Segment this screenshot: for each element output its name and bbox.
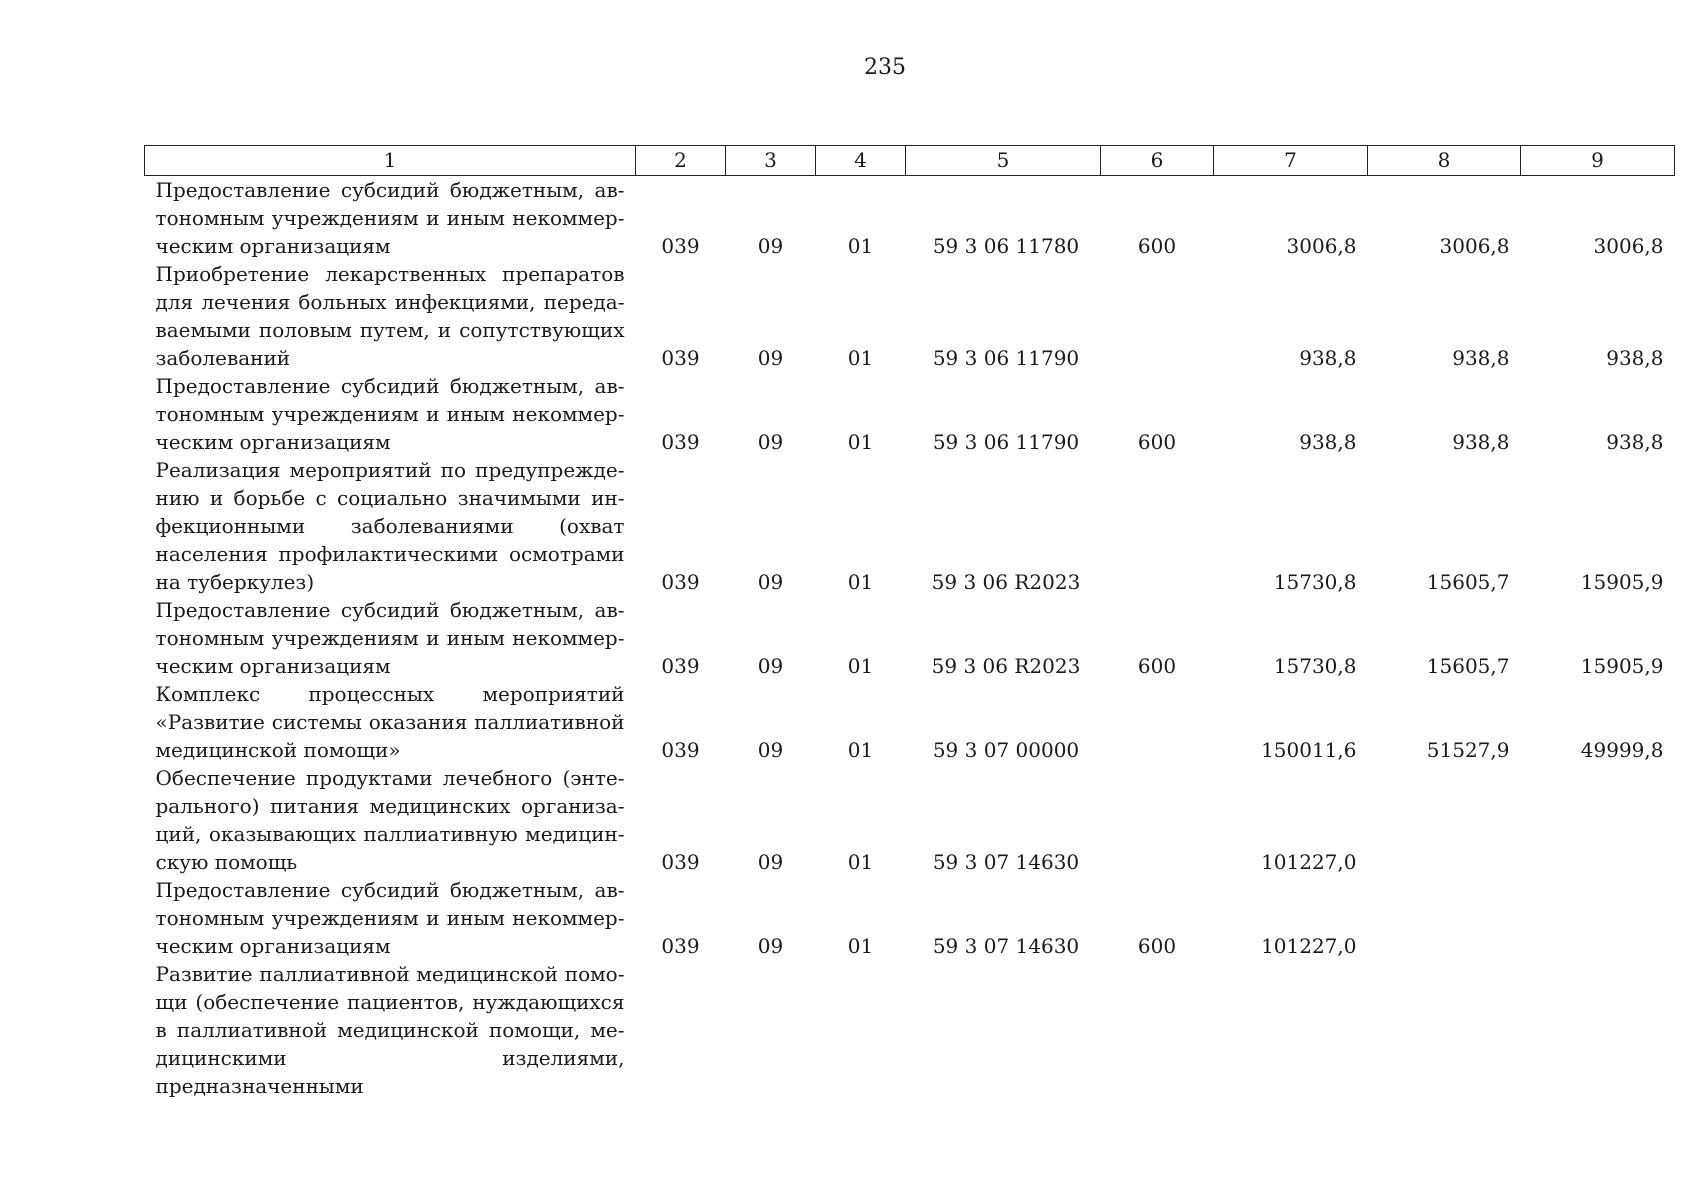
row-expense-type: 600 [1137, 654, 1177, 678]
row-subsection: 01 [847, 430, 874, 454]
row-value-9: 938,8 [1606, 346, 1664, 370]
column-header: 8 [1368, 146, 1521, 176]
row-subsection: 01 [847, 346, 874, 370]
row-ministry: 039 [661, 850, 700, 874]
row-ministry [636, 960, 726, 1100]
row-section: 09 [757, 430, 784, 454]
row-value-9 [1521, 960, 1675, 1100]
row-section: 09 [757, 850, 784, 874]
row-section: 09 [757, 934, 784, 958]
row-value-9: 3006,8 [1593, 234, 1664, 258]
table-row [145, 596, 1675, 680]
row-value-8 [1368, 764, 1521, 876]
row-value-8: 938,8 [1452, 346, 1510, 370]
row-value-7: 101227,0 [1261, 850, 1357, 874]
row-ministry: 039 [661, 934, 700, 958]
row-expense-type [1101, 456, 1214, 596]
header-row [145, 146, 1675, 176]
page-number: 235 [864, 55, 906, 80]
row-name: Развитие паллиативной медицинской помощи (обеспечение пациентов, нуждающихся в паллиативной медицинской помощи, медицинскими изделиями, предназначенными [155, 962, 625, 1098]
table-row [145, 960, 1675, 1100]
row-target-item: 59 3 06 11790 [932, 430, 1080, 454]
row-ministry: 039 [661, 654, 700, 678]
row-subsection: 01 [847, 738, 874, 762]
row-subsection: 01 [847, 570, 874, 594]
row-expense-type [1101, 960, 1214, 1100]
row-value-7: 150011,6 [1261, 738, 1357, 762]
row-value-8 [1368, 960, 1521, 1100]
row-target-item [906, 960, 1101, 1100]
row-name: Обеспечение продуктами лечебного (энтерального) питания медицинских организаций, оказывающих паллиативную медицинскую помощь [155, 766, 625, 874]
table-row [145, 764, 1675, 876]
column-header: 5 [906, 146, 1101, 176]
table-row [145, 176, 1675, 261]
budget-table [144, 145, 1675, 1100]
row-section: 09 [757, 738, 784, 762]
row-subsection: 01 [847, 654, 874, 678]
column-header: 1 [145, 146, 636, 176]
table-row [145, 876, 1675, 960]
row-name: Предоставление субсидий бюджетным, автономным учреждениям и иным некоммерческим организациям [155, 598, 625, 678]
row-value-8: 3006,8 [1439, 234, 1510, 258]
row-subsection: 01 [847, 934, 874, 958]
row-name: Приобретение лекарственных препаратов для лечения больных инфекциями, передаваемыми половым путем, и сопутствующих заболеваний [155, 262, 625, 370]
row-value-8: 15605,7 [1426, 654, 1510, 678]
row-value-9: 49999,8 [1580, 738, 1664, 762]
row-ministry: 039 [661, 570, 700, 594]
row-expense-type: 600 [1137, 430, 1177, 454]
table-row [145, 372, 1675, 456]
row-target-item: 59 3 06 11780 [932, 234, 1080, 258]
column-header: 9 [1521, 146, 1675, 176]
row-expense-type [1101, 260, 1214, 372]
row-expense-type [1101, 764, 1214, 876]
table-row [145, 260, 1675, 372]
table-row [145, 680, 1675, 764]
row-section [726, 960, 816, 1100]
row-value-7: 938,8 [1299, 346, 1357, 370]
row-ministry: 039 [661, 346, 700, 370]
row-section: 09 [757, 654, 784, 678]
row-subsection: 01 [847, 850, 874, 874]
row-section: 09 [757, 346, 784, 370]
row-expense-type: 600 [1137, 234, 1177, 258]
row-value-9 [1521, 876, 1675, 960]
column-header: 6 [1101, 146, 1214, 176]
row-value-7: 15730,8 [1273, 570, 1357, 594]
row-value-8: 938,8 [1452, 430, 1510, 454]
row-target-item: 59 3 06 R2023 [931, 570, 1081, 594]
column-header: 4 [816, 146, 906, 176]
row-value-9: 15905,9 [1580, 570, 1664, 594]
column-header: 3 [726, 146, 816, 176]
row-value-8: 15605,7 [1426, 570, 1510, 594]
row-value-7: 101227,0 [1261, 934, 1357, 958]
row-ministry: 039 [661, 430, 700, 454]
row-value-7 [1214, 960, 1368, 1100]
row-name: Реализация мероприятий по предупреждению и борьбе с социально значимыми инфекционными заболеваниями (охват населения профилактическими осмотрами на туберкулез) [155, 458, 625, 594]
row-target-item: 59 3 07 14630 [932, 850, 1080, 874]
row-subsection [816, 960, 906, 1100]
row-expense-type [1101, 680, 1214, 764]
column-header: 7 [1214, 146, 1368, 176]
row-name: Предоставление субсидий бюджетным, автономным учреждениям и иным некоммерческим организациям [155, 178, 625, 258]
row-value-9: 938,8 [1606, 430, 1664, 454]
column-header: 2 [636, 146, 726, 176]
row-expense-type: 600 [1137, 934, 1177, 958]
row-value-7: 3006,8 [1286, 234, 1357, 258]
row-section: 09 [757, 570, 784, 594]
row-value-8: 51527,9 [1426, 738, 1510, 762]
row-ministry: 039 [661, 234, 700, 258]
row-subsection: 01 [847, 234, 874, 258]
table-row [145, 456, 1675, 596]
row-target-item: 59 3 06 R2023 [931, 654, 1081, 678]
row-ministry: 039 [661, 738, 700, 762]
row-section: 09 [757, 234, 784, 258]
row-target-item: 59 3 07 00000 [932, 738, 1080, 762]
row-value-9 [1521, 764, 1675, 876]
row-name: Комплекс процессных мероприятий «Развитие системы оказания паллиативной медицинской помощи» [155, 682, 625, 762]
row-value-8 [1368, 876, 1521, 960]
row-name: Предоставление субсидий бюджетным, автономным учреждениям и иным некоммерческим организациям [155, 878, 625, 958]
row-value-9: 15905,9 [1580, 654, 1664, 678]
row-name: Предоставление субсидий бюджетным, автономным учреждениям и иным некоммерческим организациям [155, 374, 625, 454]
row-target-item: 59 3 07 14630 [932, 934, 1080, 958]
row-value-7: 938,8 [1299, 430, 1357, 454]
row-value-7: 15730,8 [1273, 654, 1357, 678]
row-target-item: 59 3 06 11790 [932, 346, 1080, 370]
